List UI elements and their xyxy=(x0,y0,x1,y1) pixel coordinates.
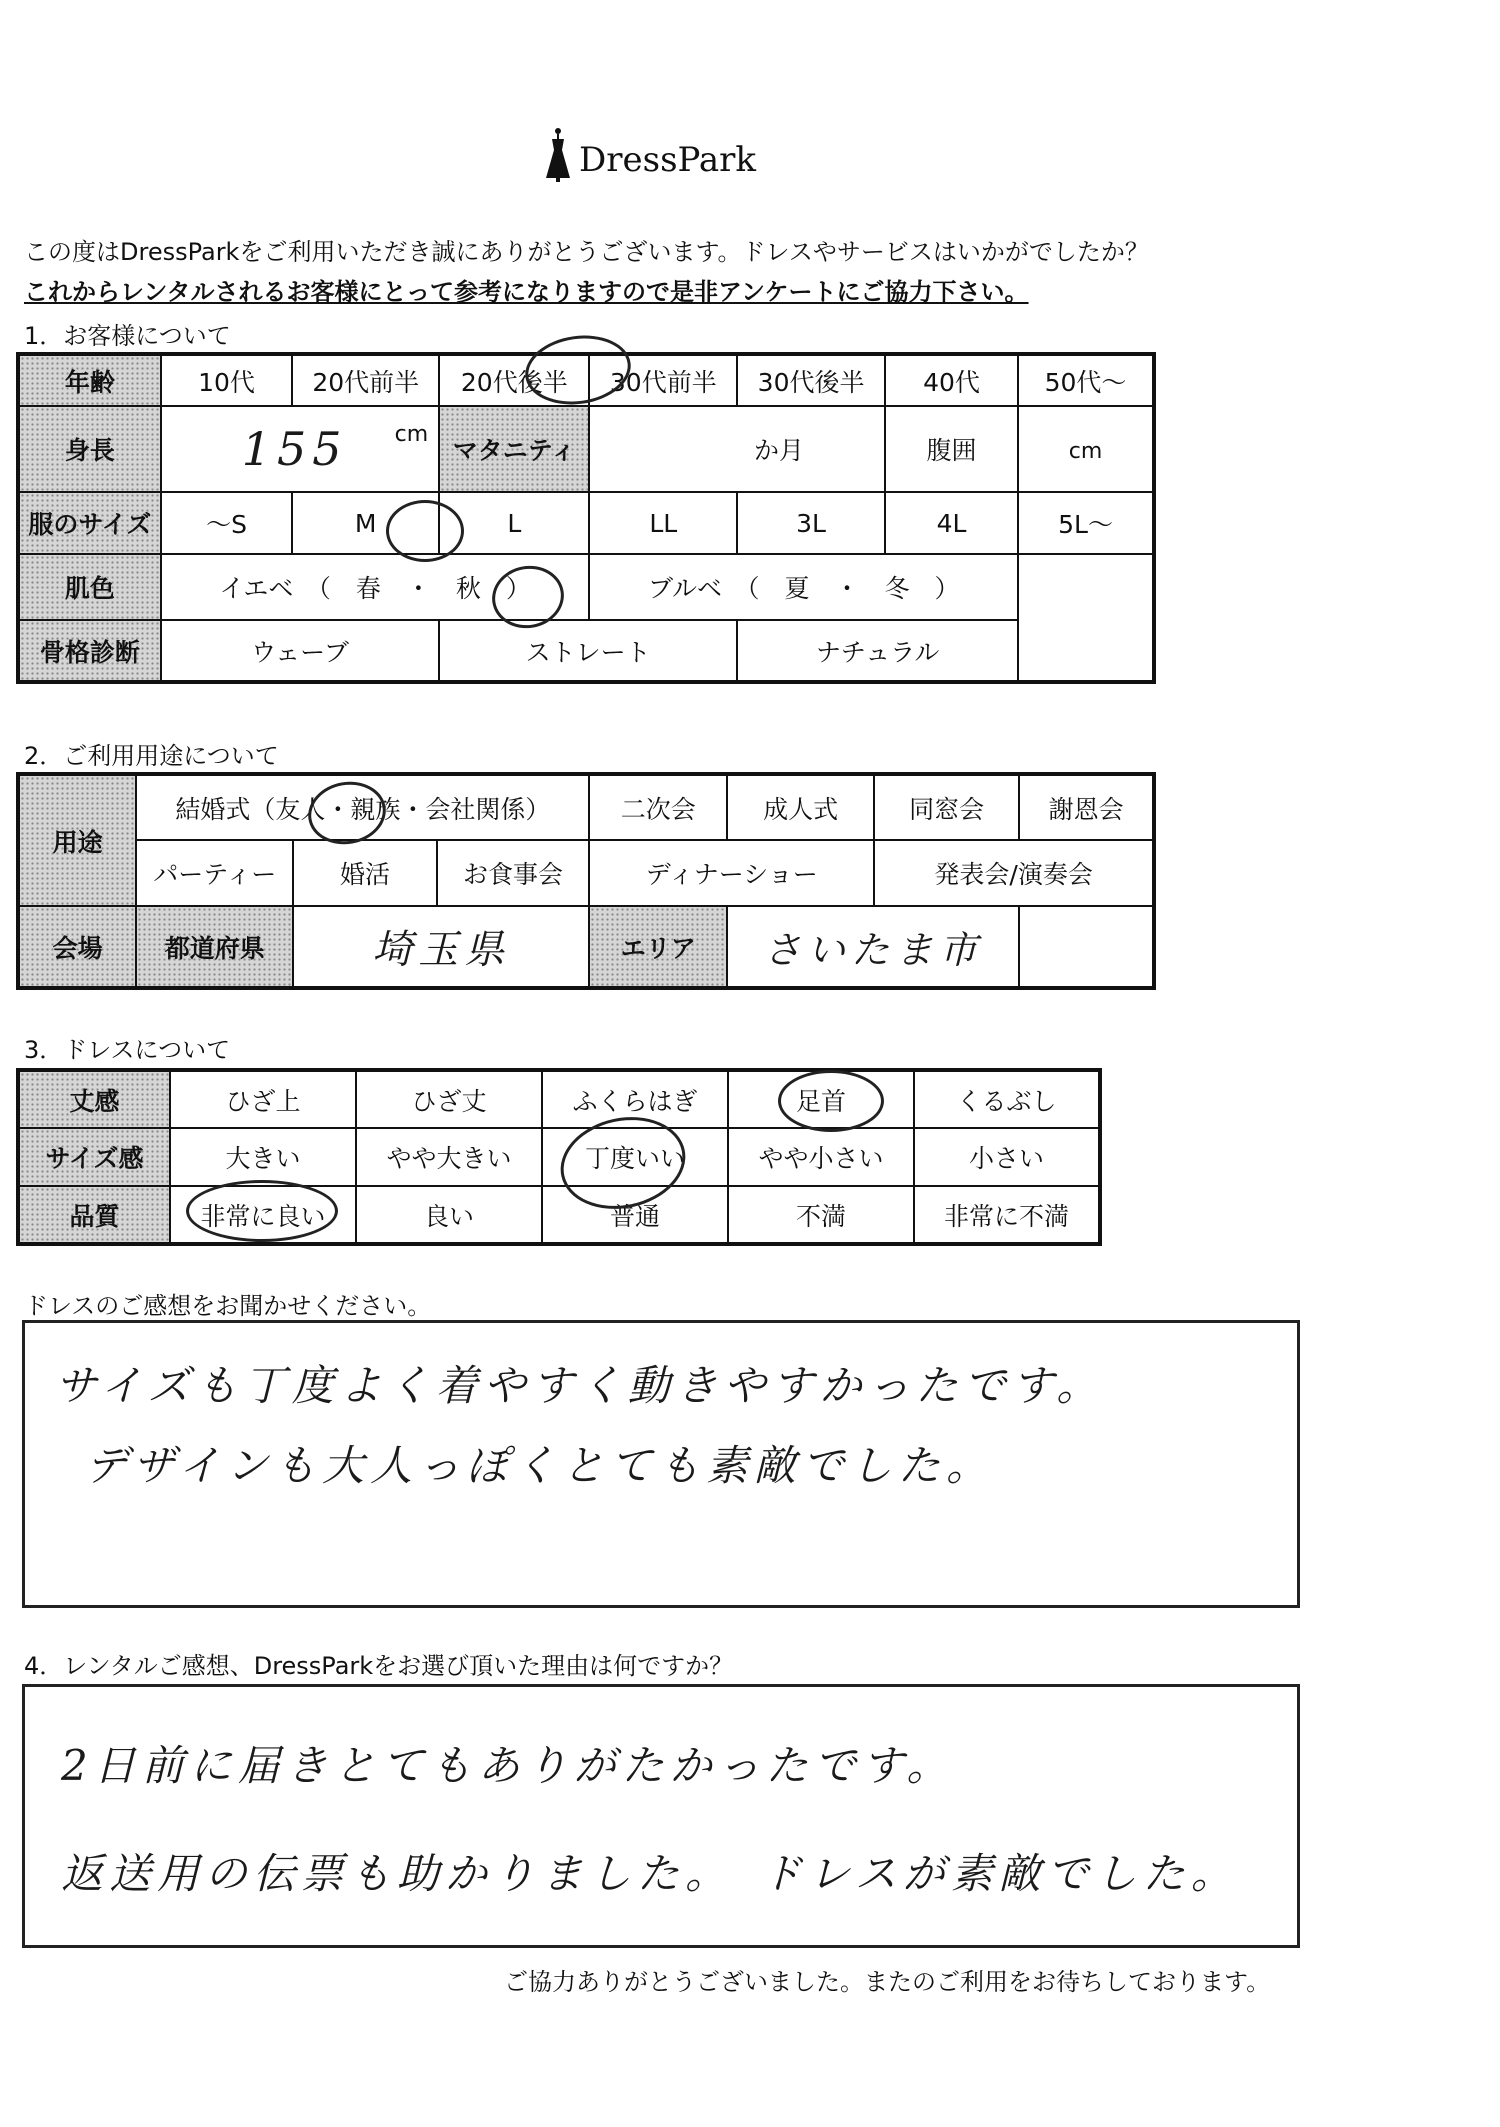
length-option[interactable]: くるぶし xyxy=(914,1070,1100,1128)
height-unit: cm xyxy=(394,422,429,447)
dress-icon xyxy=(543,126,573,182)
section-3-title: 3．ドレスについて xyxy=(24,1036,231,1064)
purpose-row-1 xyxy=(18,774,1154,840)
age-option[interactable]: 30代前半 xyxy=(589,354,737,406)
purpose-option[interactable]: 婚活 xyxy=(293,840,436,906)
venue-row xyxy=(18,906,1154,988)
size-option[interactable]: 4L xyxy=(885,492,1018,554)
age-option[interactable]: 50代～ xyxy=(1018,354,1154,406)
skin-row xyxy=(18,554,1154,620)
length-option[interactable]: ひざ上 xyxy=(170,1070,356,1128)
dress-comment-box[interactable] xyxy=(22,1320,1300,1608)
purpose-table xyxy=(16,772,1156,990)
footer-thanks: ご協力ありがとうございました。またのご利用をお待ちしております。 xyxy=(504,1968,1271,1996)
skin-label: 肌色 xyxy=(18,554,161,620)
frame-label: 骨格診断 xyxy=(18,620,161,682)
quality-option[interactable]: 普通 xyxy=(542,1186,728,1244)
customer-table xyxy=(16,352,1156,684)
age-row xyxy=(18,354,1154,406)
frame-option[interactable]: ナチュラル xyxy=(737,620,1018,682)
rental-comment-line-1: 2日前に届きとてもありがたかったです。 xyxy=(61,1741,955,1790)
frame-option[interactable]: ストレート xyxy=(439,620,737,682)
fit-option[interactable]: 小さい xyxy=(914,1128,1100,1186)
age-option[interactable]: 30代後半 xyxy=(737,354,885,406)
size-option[interactable]: M xyxy=(292,492,439,554)
dress-comment-prompt: ドレスのご感想をお聞かせください。 xyxy=(24,1292,432,1320)
purpose-option[interactable]: 同窓会 xyxy=(874,774,1019,840)
maternity-label: マタニティ xyxy=(439,406,589,492)
length-option[interactable]: 足首 xyxy=(728,1070,914,1128)
quality-option[interactable]: 良い xyxy=(356,1186,542,1244)
skin-blue-option[interactable]: ブルベ （ 夏 ・ 冬 ） xyxy=(589,554,1018,620)
size-option[interactable]: LL xyxy=(589,492,737,554)
age-label: 年齢 xyxy=(18,354,161,406)
age-option[interactable]: 40代 xyxy=(885,354,1018,406)
size-row xyxy=(18,492,1154,554)
frame-option[interactable]: ウェーブ xyxy=(161,620,439,682)
dress-row-label: サイズ感 xyxy=(18,1128,170,1186)
purpose-option[interactable]: 結婚式（友人・親族・会社関係） xyxy=(136,774,589,840)
intro-line-2: これからレンタルされるお客様にとって参考になりますので是非アンケートにご協力下さい。 xyxy=(24,278,1029,306)
age-option[interactable]: 20代後半 xyxy=(439,354,589,406)
height-field[interactable] xyxy=(161,406,439,492)
length-option[interactable]: ふくらはぎ xyxy=(542,1070,728,1128)
logo xyxy=(543,126,783,186)
purpose-option[interactable]: 発表会/演奏会 xyxy=(874,840,1154,906)
age-option[interactable]: 20代前半 xyxy=(292,354,439,406)
height-label: 身長 xyxy=(18,406,161,492)
prefecture-value: 埼玉県 xyxy=(372,927,511,973)
waist-label: 腹囲 xyxy=(885,406,1018,492)
dress-row-label: 品質 xyxy=(18,1186,170,1244)
area-label: エリア xyxy=(589,906,727,988)
purpose-option[interactable]: 謝恩会 xyxy=(1019,774,1154,840)
skin-yellow-option[interactable]: イエベ （ 春 ・ 秋 ） xyxy=(161,554,590,620)
purpose-option[interactable]: パーティー xyxy=(136,840,293,906)
maternity-months-field[interactable] xyxy=(589,406,885,492)
length-row xyxy=(18,1070,1100,1128)
height-value: 155 xyxy=(241,422,348,476)
prefecture-field[interactable] xyxy=(293,906,589,988)
purpose-option[interactable]: 成人式 xyxy=(727,774,874,840)
rental-comment-box[interactable] xyxy=(22,1684,1300,1948)
frame-row xyxy=(18,620,1154,682)
fit-row xyxy=(18,1128,1100,1186)
size-option[interactable]: ～S xyxy=(161,492,292,554)
area-value: さいたま市 xyxy=(763,928,984,972)
rental-comment-line-2: 返送用の伝票も助かりました。 ドレスが素敵でした。 xyxy=(61,1849,1239,1898)
purpose-row-2 xyxy=(18,840,1154,906)
size-option[interactable]: 5L～ xyxy=(1018,492,1154,554)
quality-option[interactable]: 非常に不満 xyxy=(914,1186,1100,1244)
quality-option[interactable]: 不満 xyxy=(728,1186,914,1244)
prefecture-label: 都道府県 xyxy=(136,906,293,988)
size-option[interactable]: L xyxy=(439,492,589,554)
purpose-option[interactable]: 二次会 xyxy=(589,774,727,840)
size-option[interactable]: 3L xyxy=(737,492,885,554)
dress-comment-line-1: サイズも丁度よく着やすく動きやすかったです。 xyxy=(55,1361,1105,1410)
section-2-title: 2．ご利用用途について xyxy=(24,742,279,770)
logo-text: DressPark xyxy=(579,140,757,180)
intro-line-1: この度はDressParkをご利用いただき誠にありがとうございます。ドレスやサービスはいかがでしたか？ xyxy=(24,238,1149,266)
waist-field[interactable] xyxy=(1018,406,1154,492)
dress-table xyxy=(16,1068,1102,1246)
size-label: 服のサイズ xyxy=(18,492,161,554)
height-row xyxy=(18,406,1154,492)
months-unit: か月 xyxy=(753,436,804,465)
section-1-title: 1．お客様について xyxy=(24,322,231,350)
quality-row xyxy=(18,1186,1100,1244)
fit-option[interactable]: 丁度いい xyxy=(542,1128,728,1186)
waist-unit: cm xyxy=(1068,438,1103,464)
dress-comment-line-2: デザインも大人っぽくとても素敵でした。 xyxy=(85,1441,995,1490)
section-4-title: 4．レンタルご感想、DressParkをお選び頂いた理由は何ですか？ xyxy=(24,1652,734,1680)
fit-option[interactable]: やや小さい xyxy=(728,1128,914,1186)
purpose-label: 用途 xyxy=(18,774,136,906)
purpose-option[interactable]: ディナーショー xyxy=(589,840,874,906)
dress-row-label: 丈感 xyxy=(18,1070,170,1128)
quality-option[interactable]: 非常に良い xyxy=(170,1186,356,1244)
area-field[interactable] xyxy=(727,906,1019,988)
purpose-option[interactable]: お食事会 xyxy=(437,840,590,906)
length-option[interactable]: ひざ丈 xyxy=(356,1070,542,1128)
age-option[interactable]: 10代 xyxy=(161,354,292,406)
fit-option[interactable]: やや大きい xyxy=(356,1128,542,1186)
venue-label: 会場 xyxy=(18,906,136,988)
fit-option[interactable]: 大きい xyxy=(170,1128,356,1186)
